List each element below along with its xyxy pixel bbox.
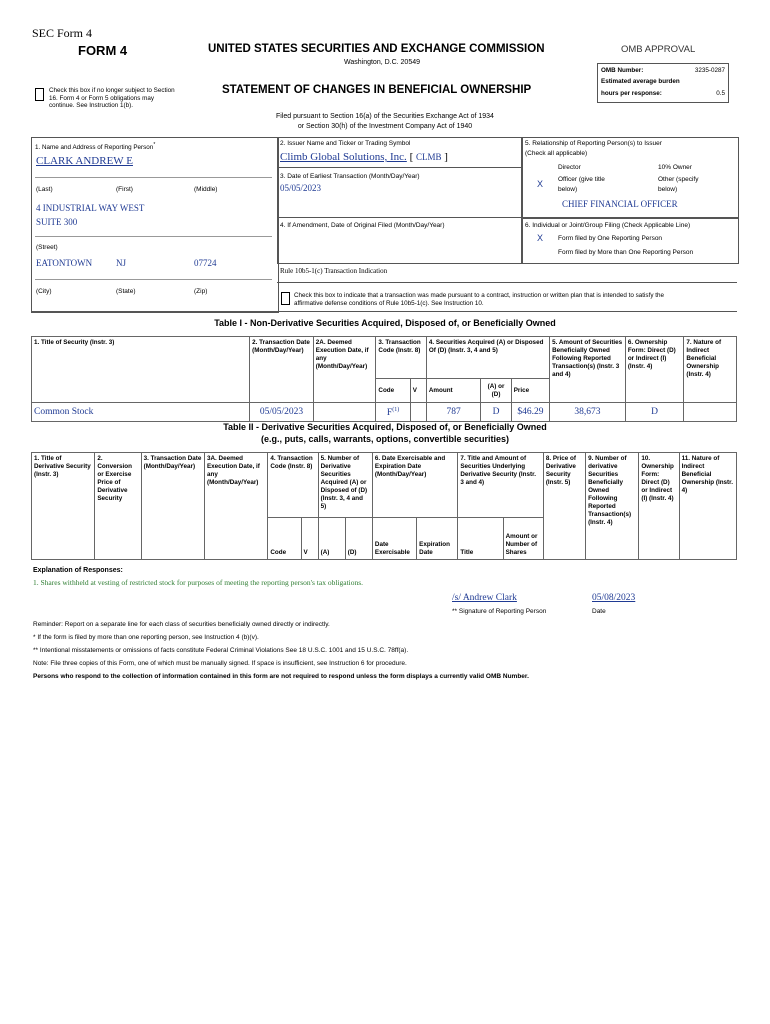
address-line-1: 4 INDUSTRIAL WAY WEST	[36, 203, 145, 213]
explanation-label: Explanation of Responses:	[33, 567, 123, 574]
earliest-tx-label: 3. Date of Earliest Transaction (Month/Day/Year)	[280, 173, 420, 180]
omb-burden-label-2: hours per response:	[601, 90, 662, 97]
footer-omb-notice: Persons who respond to the collection of information contained in this form are not required to respond unless the form displays a currently valid OMB Number.	[33, 673, 529, 680]
table1-sub-price: Price	[511, 379, 549, 403]
rule-10b5-checkbox[interactable]	[281, 292, 290, 305]
table2-sub-exercisable: Date Exercisable	[372, 518, 416, 560]
first-label: (First)	[116, 186, 133, 193]
table2-header-form: 10. Ownership Form: Direct (D) or Indirect (I) (Instr. 4)	[639, 453, 679, 560]
document-label: SEC Form 4	[32, 26, 93, 40]
table2-header-date: 3. Transaction Date (Month/Day/Year)	[141, 453, 204, 560]
table1-header-deemed: 2A. Deemed Execution Date, if any (Month/Day/Year)	[313, 337, 376, 403]
table1-title: Table I - Non-Derivative Securities Acquired, Disposed of, or Beneficially Owned	[214, 318, 556, 328]
zip-label: (Zip)	[194, 288, 208, 295]
filing-one-label: Form filed by One Reporting Person	[558, 235, 663, 242]
table2-header-title: 1. Title of Derivative Security (Instr. 3)	[32, 453, 95, 560]
officer-title: CHIEF FINANCIAL OFFICER	[562, 199, 678, 209]
table1-row-price: $46.29	[511, 403, 549, 422]
footer-reminder: Reminder: Report on a separate line for each class of securities beneficially owned directly or indirectly.	[33, 621, 330, 628]
table2-sub-amount: Amount or Number of Shares	[503, 518, 543, 560]
table1-row-date: 05/05/2023	[250, 403, 314, 422]
statement-title: STATEMENT OF CHANGES IN BENEFICIAL OWNERSHIP	[222, 84, 532, 96]
table1-sub-amount: Amount	[426, 379, 481, 403]
table1-row-amount: 787	[426, 403, 481, 422]
state-value: NJ	[116, 258, 127, 268]
city-label: (City)	[36, 288, 52, 295]
section16-text: Check this box if no longer subject to Section 16. Form 4 or Form 5 obligations may continue. See Instruction 1(b).	[49, 87, 175, 109]
state-label: (State)	[116, 288, 136, 295]
street-label: (Street)	[36, 244, 58, 251]
table2-header-number: 5. Number of Derivative Securities Acquired (A) or Disposed of (D) (Instr. 3, 4 and 5)	[318, 453, 372, 518]
footnote-ref[interactable]: (1)	[392, 407, 400, 414]
omb-number-label: OMB Number:	[601, 67, 644, 74]
table1-row-title: Common Stock	[32, 403, 250, 422]
middle-label: (Middle)	[194, 186, 218, 193]
other-label: Other (specify below)	[658, 176, 699, 193]
table1-sub-v: V	[410, 379, 426, 403]
omb-number-value: 3235-0287	[694, 67, 725, 74]
table2-sub-expiration: Expiration Date	[417, 518, 458, 560]
table1-header-code: 3. Transaction Code (Instr. 8)	[376, 337, 426, 379]
table2-header-owned: 9. Number of derivative Securities Beneficially Owned Following Reported Transaction(s) (Instr. 4)	[586, 453, 639, 560]
table1-row-v	[410, 403, 426, 422]
filed-pursuant-line-1: Filed pursuant to Section 16(a) of the Securities Exchange Act of 1934	[276, 113, 494, 120]
table1-header-nature: 7. Nature of Indirect Beneficial Ownership (Instr. 4)	[684, 337, 737, 403]
table1-row-owned: 38,673	[550, 403, 626, 422]
table2-subtitle: (e.g., puts, calls, warrants, options, convertible securities)	[260, 434, 510, 444]
table-row	[32, 403, 737, 422]
table1-header-acquired: 4. Securities Acquired (A) or Disposed Of (D) (Instr. 3, 4 and 5)	[426, 337, 549, 379]
issuer-ticker: CLMB	[415, 152, 442, 162]
table2-sub-title: Title	[458, 518, 503, 560]
table2-sub-d: (D)	[345, 518, 372, 560]
table2-header-exercisable: 6. Date Exercisable and Expiration Date (Month/Day/Year)	[372, 453, 457, 518]
table1-header-owned: 5. Amount of Securities Beneficially Owned Following Reported Transaction(s) (Instr. 3 and 4)	[550, 337, 626, 403]
table1-sub-code: Code	[376, 379, 410, 403]
form-title: FORM 4	[78, 43, 128, 58]
issuer-name[interactable]: Climb Global Solutions, Inc.	[280, 151, 407, 163]
table1-row-aord: D	[481, 403, 511, 422]
footer-copies-note: Note: File three copies of this Form, one of which must be manually signed. If space is insufficient, see Instruction 6 for procedure.	[33, 660, 407, 667]
relationship-sub: (Check all applicable)	[525, 150, 588, 157]
table1-row-code: $F^{(1)}$	[376, 403, 410, 422]
table2	[31, 452, 737, 560]
relationship-label: 5. Relationship of Reporting Person(s) to Issuer	[525, 140, 662, 147]
table1-row-deemed	[313, 403, 376, 422]
reporting-person-label: 1. Name and Address of Reporting Person*	[35, 142, 156, 152]
date-label: Date	[592, 608, 606, 615]
explanation-note-1: 1. Shares withheld at vesting of restricted stock for purposes of meeting the reporting person's tax obligations.	[33, 578, 364, 587]
issuer-name-line: Climb Global Solutions, Inc. [ CLMB ]	[280, 151, 448, 163]
filing-label: 6. Individual or Joint/Group Filing (Check Applicable Line)	[525, 222, 691, 229]
signature-date: 05/08/2023	[592, 593, 636, 603]
table2-sub-v: V	[301, 518, 318, 560]
last-label: (Last)	[36, 186, 53, 193]
omb-burden-label-1: Estimated average burden	[601, 78, 680, 85]
table2-header-underlying: 7. Title and Amount of Securities Underlying Derivative Security (Instr. 3 and 4)	[458, 453, 543, 518]
table2-title: Table II - Derivative Securities Acquired, Disposed of, or Beneficially Owned	[223, 422, 547, 432]
table2-header-code: 4. Transaction Code (Instr. 8)	[268, 453, 318, 518]
table2-sub-code: Code	[268, 518, 301, 560]
earliest-tx-date: 05/05/2023	[280, 183, 322, 193]
table2-sub-a: (A)	[318, 518, 345, 560]
table2-header-deemed: 3A. Deemed Execution Date, if any (Month/Day/Year)	[204, 453, 267, 560]
director-label: Director	[558, 164, 581, 171]
ten-pct-owner-label: 10% Owner	[658, 164, 692, 171]
signature-label: ** Signature of Reporting Person	[452, 608, 547, 615]
agency-title: UNITED STATES SECURITIES AND EXCHANGE COMMISSION	[208, 43, 545, 55]
issuer-label: 2. Issuer Name and Ticker or Trading Symbol	[280, 140, 411, 147]
table2-header-nature: 11. Nature of Indirect Beneficial Ownership (Instr. 4)	[679, 453, 736, 560]
footer-multiple-persons: * If the form is filed by more than one reporting person, see Instruction 4 (b)(v).	[33, 634, 259, 641]
table1-header-date: 2. Transaction Date (Month/Day/Year)	[250, 337, 314, 403]
table1-header-title: 1. Title of Security (Instr. 3)	[32, 337, 250, 403]
filed-pursuant-line-2: or Section 30(h) of the Investment Company Act of 1940	[297, 123, 473, 130]
rule-10b5-label: Rule 10b5-1(c) Transaction Indication	[280, 267, 388, 275]
zip-value: 07724	[194, 258, 217, 268]
reporting-person-name[interactable]: CLARK ANDREW E	[36, 155, 133, 167]
section16-checkbox[interactable]	[35, 88, 44, 101]
address-line-2: SUITE 300	[36, 217, 78, 227]
table1-row-nature	[684, 403, 737, 422]
table1	[31, 336, 737, 422]
filing-one-checkmark[interactable]: X	[537, 233, 544, 243]
table2-header-price: 8. Price of Derivative Security (Instr. 5)	[543, 453, 585, 560]
table1-sub-aord: (A) or (D)	[481, 379, 511, 403]
officer-checkmark[interactable]: X	[537, 179, 544, 189]
omb-heading: OMB APPROVAL	[621, 44, 696, 55]
officer-label: Officer (give title below)	[558, 176, 605, 193]
footer-misstatements: ** Intentional misstatements or omissions of facts constitute Federal Criminal Violations See 18 U.S.C. 1001 and 15 U.S.C. 78ff(a).	[33, 647, 409, 654]
omb-box	[597, 63, 729, 103]
table1-row-form: D	[625, 403, 684, 422]
table1-header-form: 6. Ownership Form: Direct (D) or Indirect (I) (Instr. 4)	[625, 337, 684, 403]
filing-more-label: Form filed by More than One Reporting Person	[558, 249, 694, 256]
amendment-label: 4. If Amendment, Date of Original Filed (Month/Day/Year)	[280, 222, 445, 229]
rule-10b5-text: Check this box to indicate that a transaction was made pursuant to a contract, instruction or written plan that is intended to satisfy the affirmative defense conditions of Rule 10b5-1(c). See Instruction 10.	[294, 292, 664, 307]
city-value: EATONTOWN	[36, 258, 93, 268]
table2-header-conversion: 2. Conversion or Exercise Price of Derivative Security	[95, 453, 141, 560]
omb-burden-value: 0.5	[716, 90, 725, 97]
agency-location: Washington, D.C. 20549	[344, 59, 421, 66]
signature-name: /s/ Andrew Clark	[452, 593, 517, 603]
